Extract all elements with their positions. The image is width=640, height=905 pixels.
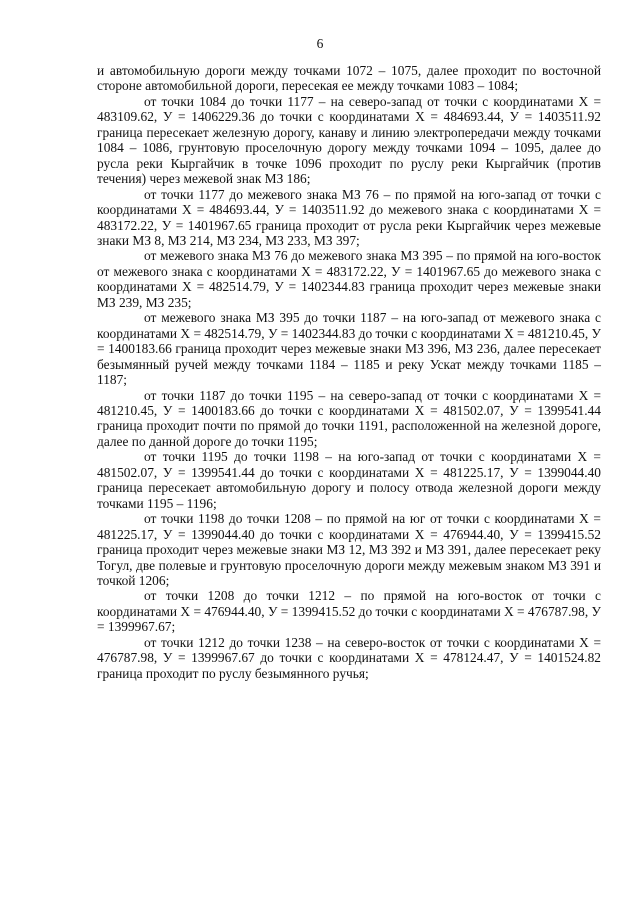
paragraph: и автомобильную дороги между точками 1072 – 1075, далее проходит по восточной стороне автомобильной дороги, пересекая ее между точками 1083 – 1084;: [97, 63, 601, 94]
paragraph: от точки 1195 до точки 1198 – на юго-запад от точки с координатами Х = 481502.07, У = 1399541.44 до точки с координатами Х = 481225.17, У = 1399044.40 граница пересекает автомобильную дорогу и полосу отвода железной дороги между точками 1195 – 1196;: [97, 449, 601, 511]
paragraph: от точки 1177 до межевого знака МЗ 76 – по прямой на юго-запад от точки с координатами Х = 484693.44, У = 1403511.92 до межевого знака с координатами Х = 483172.22, У = 1401967.65 граница проходит от русла реки Кыргайчик через межевые знаки МЗ 8, МЗ 214, МЗ 234, МЗ 233, МЗ 397;: [97, 186, 601, 248]
document-body: [97, 63, 601, 681]
page-number: 6: [316, 36, 324, 51]
paragraph: от точки 1208 до точки 1212 – по прямой на юго-восток от точки с координатами Х = 476944.40, У = 1399415.52 до точки с координатами Х = 476787.98, У = 1399967.67;: [97, 588, 601, 635]
paragraph: от точки 1198 до точки 1208 – по прямой на юг от точки с координатами Х = 481225.17, У = 1399044.40 до точки с координатами Х = 476944.40, У = 1399415.52 граница проходит через межевые знаки МЗ 12, МЗ 392 и МЗ 391, далее пересекает реку Тогул, две полевые и грунтовую проселочную дороги между межевым знаком МЗ 391 и точкой 1206;: [97, 511, 601, 588]
paragraph: от точки 1212 до точки 1238 – на северо-восток от точки с координатами Х = 476787.98, У = 1399967.67 до точки с координатами Х = 478124.47, У = 1401524.82 граница проходит по руслу безымянного ручья;: [97, 634, 601, 681]
paragraph: от точки 1084 до точки 1177 – на северо-запад от точки с координатами Х = 483109.62, У = 1406229.36 до точки с координатами Х = 484693.44, У = 1403511.92 граница пересекает железную дорогу, канаву и линию электропередачи между точками 1084 – 1086, грунтовую проселочную дорогу между точками 1094 – 1095, далее до русла реки Кыргайчик в точке 1096 проходит по руслу реки Кыргайчик (против течения) через межевой знак МЗ 186;: [97, 93, 601, 187]
paragraph: от межевого знака МЗ 395 до точки 1187 – на юго-запад от межевого знака с координатами Х = 482514.79, У = 1402344.83 до точки с координатами Х = 481210.45, У = 1400183.66 граница проходит через межевые знаки МЗ 396, МЗ 236, далее пересекает безымянный ручей между точками 1184 – 1185 и реку Ускат между точками 1185 – 1187;: [97, 310, 601, 388]
paragraph: от межевого знака МЗ 76 до межевого знака МЗ 395 – по прямой на юго-восток от межевого знака с координатами Х = 483172.22, У = 1401967.65 до межевого знака с координатами Х = 482514.79, У = 1402344.83 граница проходит через межевые знаки МЗ 239, МЗ 235;: [97, 248, 601, 310]
paragraph: от точки 1187 до точки 1195 – на северо-запад от точки с координатами Х = 481210.45, У = 1400183.66 до точки с координатами Х = 481502.07, У = 1399541.44 граница проходит почти по прямой до точки 1191, расположенной на железной дороге, далее по данной дороге до точки 1195;: [97, 387, 601, 449]
